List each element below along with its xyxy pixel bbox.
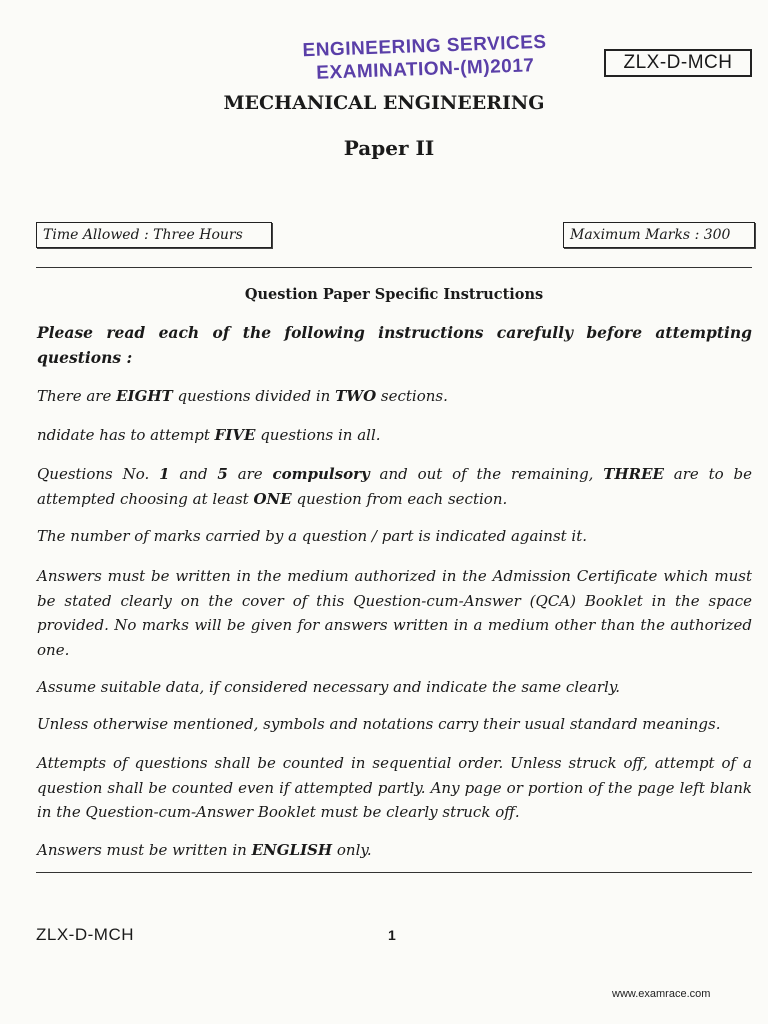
- emphasis-text: EIGHT: [116, 387, 173, 405]
- emphasis-text: FIVE: [214, 426, 256, 444]
- emphasis-text: 5: [217, 465, 228, 483]
- website-watermark: www.examrace.com: [612, 988, 711, 1000]
- instruction-paragraph: [37, 564, 752, 662]
- emphasis-text: ONE: [253, 489, 292, 508]
- stamp-line-1: ENGINEERING SERVICES: [302, 31, 547, 62]
- page-number: 1: [388, 927, 396, 943]
- paper-title: Paper II: [343, 136, 435, 160]
- instruction-text: and out of the remaining,: [369, 465, 604, 483]
- time-allowed-box: Time Allowed : Three Hours: [36, 222, 272, 248]
- emphasis-text: TWO: [335, 387, 377, 405]
- instruction-text: questions divided in: [172, 387, 336, 405]
- emphasis-text: THREE: [603, 465, 664, 483]
- emphasis-text: ENGLISH: [251, 841, 333, 859]
- instruction-text: question from each section.: [291, 489, 508, 508]
- footer-paper-code: ZLX-D-MCH: [36, 925, 134, 944]
- footer-divider: [36, 872, 752, 873]
- emphasis-text: 1: [159, 465, 170, 483]
- instruction-text: are to be attempted choosing at least: [37, 465, 753, 508]
- paper-code-box: ZLX-D-MCH: [604, 49, 752, 77]
- instruction-text: Questions No.: [37, 465, 160, 483]
- instruction-text: Answers must be written in: [37, 841, 252, 859]
- instruction-paragraph: [37, 321, 752, 370]
- instruction-paragraph: [37, 751, 752, 825]
- instruction-text: questions in all.: [255, 426, 381, 444]
- instruction-text: only.: [332, 841, 372, 859]
- header-divider: [36, 267, 752, 268]
- instruction-paragraph: [37, 675, 752, 700]
- instruction-text: There are: [37, 387, 117, 405]
- instruction-text: Please read each of the following instructions carefully before attempting questions :: [37, 323, 752, 367]
- instruction-paragraph: [37, 712, 752, 737]
- instruction-paragraph: [37, 423, 752, 448]
- instruction-text: are: [227, 465, 273, 483]
- instruction-paragraph: [37, 384, 752, 409]
- instruction-paragraph: [37, 524, 752, 549]
- stamp-line-2: EXAMINATION-(M)2017: [315, 55, 535, 84]
- emphasis-text: compulsory: [272, 465, 370, 483]
- instructions-heading: Question Paper Specific Instructions: [244, 286, 544, 303]
- instruction-text: The number of marks carried by a question / part is indicated against it.: [37, 527, 588, 545]
- instruction-text: Assume suitable data, if considered necessary and indicate the same clearly.: [37, 678, 621, 696]
- instruction-text: ndidate has to attempt: [37, 426, 215, 444]
- instruction-text: sections.: [376, 387, 448, 405]
- exam-stamp: [299, 32, 550, 87]
- subject-title: MECHANICAL ENGINEERING: [223, 92, 545, 114]
- instruction-text: Answers must be written in the medium authorized in the Admission Certificate which must be stated clearly on the cover of this Question-cum-Answer (QCA) Booklet in the space provided. No marks will be given for answers written in a medium other than the authorized one.: [37, 567, 752, 659]
- instruction-text: Attempts of questions shall be counted in sequential order. Unless struck off, attempt of a question shall be counted even if attempted partly. Any page or portion of the page left blank in the Question-cum-Answer Booklet must be clearly struck off.: [37, 754, 752, 821]
- maximum-marks-box: Maximum Marks : 300: [563, 222, 755, 248]
- instruction-paragraph: [37, 838, 752, 863]
- instruction-text: and: [169, 465, 218, 483]
- instruction-paragraph: [37, 462, 752, 511]
- instruction-text: Unless otherwise mentioned, symbols and notations carry their usual standard meanings.: [37, 715, 721, 733]
